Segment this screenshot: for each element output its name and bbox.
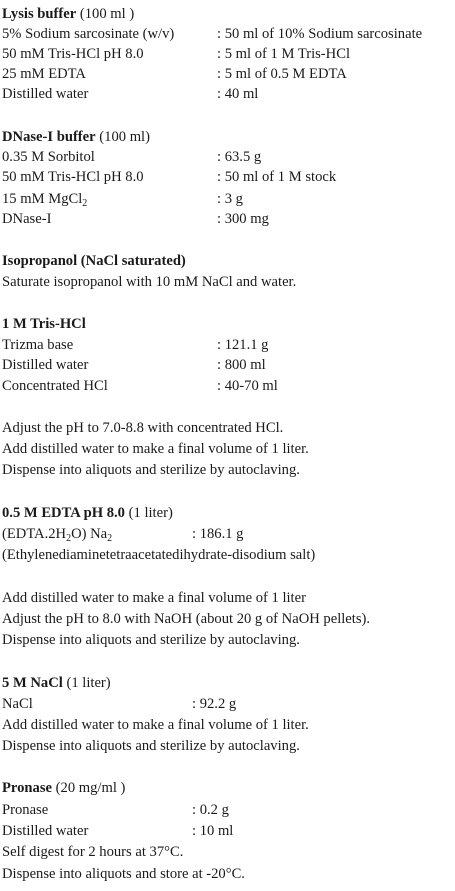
dnase-row-amount: : 3 g — [217, 191, 243, 207]
tris-note: Add distilled water to make a final volume of 1 liter. — [2, 441, 309, 457]
tris-row-item: Trizma base — [2, 337, 74, 353]
lysis-row-amount: : 50 ml of 10% Sodium sarcosinate — [217, 26, 423, 42]
subscript: 2 — [107, 533, 113, 544]
lysis-row — [2, 24, 454, 44]
tris-row — [2, 355, 454, 375]
nacl-note: Dispense into aliquots and sterilize by autoclaving. — [2, 738, 300, 754]
edta-amount: : 186.1 g — [192, 526, 244, 542]
pronase-volume: (20 mg/ml ) — [55, 780, 126, 796]
lysis-row-item: 25 mM EDTA — [2, 66, 86, 82]
lysis-row-item: Distilled water — [2, 86, 89, 102]
lysis-row-amount: : 5 ml of 0.5 M EDTA — [217, 66, 347, 82]
lysis-row — [2, 64, 454, 84]
dnase-row-item — [2, 189, 87, 209]
dnase-volume: (100 ml) — [99, 129, 150, 145]
tris-row-amount: : 121.1 g — [217, 337, 269, 353]
lysis-row — [2, 84, 454, 104]
isopropanol-heading — [2, 251, 454, 271]
dnase-row-item: DNase-I — [2, 211, 52, 227]
tris-note: Dispense into aliquots and sterilize by autoclaving. — [2, 462, 300, 478]
tris-row-amount: : 40-70 ml — [217, 378, 278, 394]
pronase-note: Self digest for 2 hours at 37°C. — [2, 844, 184, 860]
edta-heading — [2, 503, 454, 523]
nacl-title: 5 M NaCl — [2, 675, 63, 691]
edta-title: 0.5 M EDTA pH 8.0 — [2, 505, 125, 521]
edta-formula-part: (EDTA.2H — [2, 526, 67, 542]
dnase-row-amount: : 300 mg — [217, 211, 269, 227]
lysis-row-amount: : 5 ml of 1 M Tris-HCl — [217, 46, 350, 62]
dnase-row — [2, 147, 454, 167]
lysis-volume: (100 ml ) — [79, 6, 135, 22]
isopropanol-text: Saturate isopropanol with 10 mM NaCl and water. — [2, 274, 297, 290]
pronase-row-amount: : 0.2 g — [192, 802, 229, 818]
isopropanol-title: Isopropanol (NaCl saturated) — [2, 253, 186, 269]
tris-row-item: Concentrated HCl — [2, 378, 108, 394]
tris-heading — [2, 314, 454, 334]
pronase-row — [2, 821, 454, 841]
nacl-volume: (1 liter) — [66, 675, 111, 691]
nacl-note: Add distilled water to make a final volume of 1 liter. — [2, 717, 309, 733]
nacl-row — [2, 694, 454, 714]
pronase-row-amount: : 10 ml — [192, 823, 234, 839]
edta-row — [2, 524, 454, 544]
pronase-note: Dispense into aliquots and store at -20°C. — [2, 866, 245, 882]
dnase-row-item: 50 mM Tris-HCl pH 8.0 — [2, 169, 144, 185]
dnase-row — [2, 167, 454, 187]
dnase-heading — [2, 127, 454, 147]
nacl-heading — [2, 673, 454, 693]
tris-row-item: Distilled water — [2, 357, 89, 373]
edta-formula — [2, 524, 112, 544]
dnase-title: DNase-I buffer — [2, 129, 96, 145]
pronase-title: Pronase — [2, 780, 52, 796]
nacl-row-amount: : 92.2 g — [192, 696, 237, 712]
dnase-row-amount: : 63.5 g — [217, 149, 262, 165]
pronase-heading — [2, 778, 454, 798]
pronase-row-item: Pronase — [2, 802, 49, 818]
subscript: 2 — [82, 198, 88, 209]
nacl-row-item: NaCl — [2, 696, 33, 712]
edta-formula-part: O) Na — [71, 526, 108, 542]
dnase-row-item: 0.35 M Sorbitol — [2, 149, 95, 165]
lysis-heading — [2, 4, 454, 24]
tris-row-amount: : 800 ml — [217, 357, 266, 373]
edta-note: Adjust the pH to 8.0 with NaOH (about 20 g of NaOH pellets). — [2, 611, 371, 627]
edta-note: Dispense into aliquots and sterilize by autoclaving. — [2, 632, 300, 648]
edta-fullname: (Ethylenediaminetetraacetatedihydrate-disodium salt) — [2, 547, 316, 563]
pronase-row-item: Distilled water — [2, 823, 89, 839]
lysis-row-item: 5% Sodium sarcosinate (w/v) — [2, 26, 175, 42]
lysis-title: Lysis buffer — [2, 6, 77, 22]
dnase-row-item-text: 15 mM MgCl — [2, 191, 83, 207]
pronase-row — [2, 800, 454, 820]
edta-note: Add distilled water to make a final volume of 1 liter — [2, 590, 306, 606]
tris-row — [2, 376, 454, 396]
lysis-row-item: 50 mM Tris-HCl pH 8.0 — [2, 46, 144, 62]
tris-note: Adjust the pH to 7.0-8.8 with concentrated HCl. — [2, 420, 284, 436]
tris-row — [2, 335, 454, 355]
lysis-row-amount: : 40 ml — [217, 86, 259, 102]
subscript: 2 — [66, 533, 72, 544]
dnase-row — [2, 209, 454, 229]
dnase-row-amount: : 50 ml of 1 M stock — [217, 169, 337, 185]
dnase-row — [2, 189, 454, 209]
edta-volume: (1 liter) — [128, 505, 173, 521]
lysis-row — [2, 44, 454, 64]
tris-title: 1 M Tris-HCl — [2, 316, 86, 332]
